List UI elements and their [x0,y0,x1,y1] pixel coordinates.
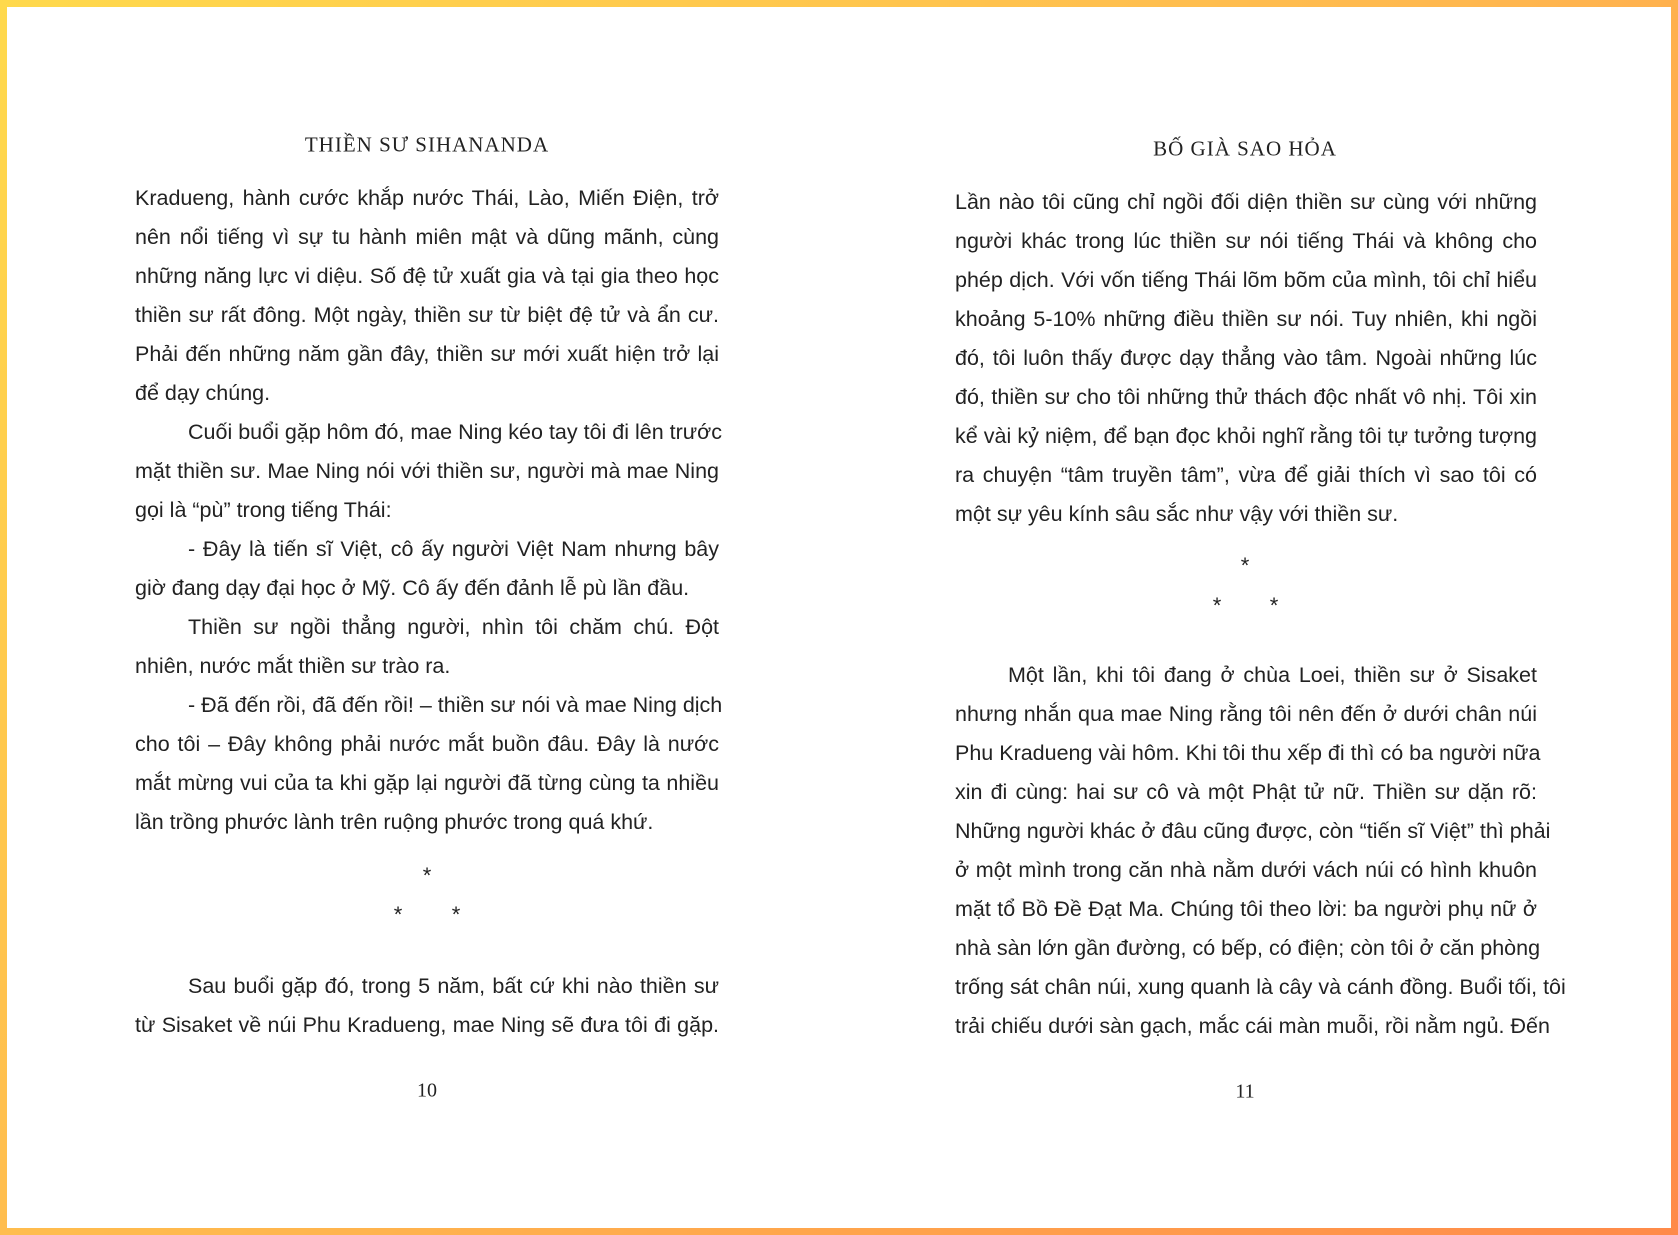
right-separator-star: * [1240,553,1250,578]
left-page-number: 10 [417,1079,437,1102]
right-body-text-top [955,183,1537,534]
text-line: xin đi cùng: hai sư cô và một Phật tử nữ. Thiền sư dặn rõ: [955,780,1537,804]
text-line: đó, thiền sư cho tôi những thử thách độc nhất vô nhị. Tôi xin [955,385,1537,409]
text-line: để dạy chúng. [135,381,271,405]
left-running-header: THIỀN SƯ SIHANANDA [304,132,550,157]
right-separator-star: * [1269,593,1279,618]
text-line: Lần nào tôi cũng chỉ ngồi đối diện thiền sư cùng với những [955,190,1537,214]
text-line: Thiền sư ngồi thẳng người, nhìn tôi chăm chú. Đột [188,615,719,639]
text-line: cho tôi – Đây không phải nước mắt buồn đâu. Đây là nước [135,732,719,756]
text-line: ở một mình trong căn nhà nằm dưới vách núi có hình khuôn [955,858,1537,882]
left-separator-star: * [451,902,461,927]
right-separator-star: * [1212,593,1222,618]
text-line: - Đây là tiến sĩ Việt, cô ấy người Việt Nam nhưng bây [188,537,719,561]
text-line: đó, tôi luôn thấy được dạy thẳng vào tâm. Ngoài những lúc [955,346,1537,370]
text-line: Kradueng, hành cước khắp nước Thái, Lào, Miến Điện, trở [135,186,719,210]
text-line: giờ đang dạy đại học ở Mỹ. Cô ấy đến đảnh lễ pù lần đầu. [135,576,690,600]
right-page-number: 11 [1235,1080,1255,1103]
text-line: Phu Kradueng vài hôm. Khi tôi thu xếp đi thì có ba người nữa [955,741,1541,765]
text-line: trống sát chân núi, xung quanh là cây và cánh đồng. Buổi tối, tôi [955,975,1566,999]
text-line: thiền sư rất đông. Một ngày, thiền sư từ biệt đệ tử và ẩn cư. [135,303,719,327]
text-line: gọi là “pù” trong tiếng Thái: [135,498,392,522]
text-line: người khác trong lúc thiền sư nói tiếng Thái và không cho [955,229,1537,253]
text-line: mặt thiền sư. Mae Ning nói với thiền sư, người mà mae Ning [135,459,719,483]
text-line: Những người khác ở đâu cũng được, còn “tiến sĩ Việt” thì phải [955,819,1551,843]
text-line: Cuối buổi gặp hôm đó, mae Ning kéo tay tôi đi lên trước [188,420,723,444]
text-line: nhà sàn lớn gần đường, có bếp, có điện; còn tôi ở căn phòng [955,936,1541,960]
text-line: những năng lực vi diệu. Số đệ tử xuất gia và tại gia theo học [135,264,719,288]
text-line: ra chuyện “tâm truyền tâm”, vừa để giải thích vì sao tôi có [955,463,1537,487]
text-line: Sau buổi gặp đó, trong 5 năm, bất cứ khi nào thiền sư [188,974,719,998]
left-separator-star: * [393,902,403,927]
text-line: Phải đến những năm gần đây, thiền sư mới xuất hiện trở lại [135,342,719,366]
text-line: kể vài kỷ niệm, để bạn đọc khỏi nghĩ rằng tôi tự tưởng tượng [955,424,1537,448]
text-line: lần trồng phước lành trên ruộng phước trong quá khứ. [135,810,654,834]
left-body-text-bottom [135,967,719,1045]
text-line: nhiên, nước mắt thiền sư trào ra. [135,654,451,678]
right-body-text-bottom [955,656,1566,1046]
text-line: Một lần, khi tôi đang ở chùa Loei, thiền sư ở Sisaket [1008,663,1537,687]
left-body-text-top [135,179,723,842]
text-line: nhưng nhắn qua mae Ning rằng tôi nên đến ở dưới chân núi [955,702,1537,726]
text-line: từ Sisaket về núi Phu Kradueng, mae Ning sẽ đưa tôi đi gặp. [135,1013,719,1037]
book-spread [7,7,1671,1228]
text-line: phép dịch. Với vốn tiếng Thái lõm bõm của mình, tôi chỉ hiểu [955,268,1537,292]
text-line: trải chiếu dưới sàn gạch, mắc cái màn muỗi, rồi nằm ngủ. Đến [955,1014,1550,1038]
text-line: mắt mừng vui của ta khi gặp lại người đã từng cùng ta nhiều [135,771,719,795]
text-line: - Đã đến rồi, đã đến rồi! – thiền sư nói và mae Ning dịch [188,693,723,717]
text-line: mặt tổ Bồ Đề Đạt Ma. Chúng tôi theo lời: ba người phụ nữ ở [955,897,1537,921]
text-line: nên nổi tiếng vì sự tu hành miên mật và dũng mãnh, cùng [135,225,719,249]
text-line: khoảng 5-10% những điều thiền sư nói. Tuy nhiên, khi ngồi [955,307,1537,331]
left-separator-star: * [422,863,432,888]
text-line: một sự yêu kính sâu sắc như vậy với thiền sư. [955,502,1399,526]
right-running-header: BỐ GIÀ SAO HỎA [1153,136,1337,161]
